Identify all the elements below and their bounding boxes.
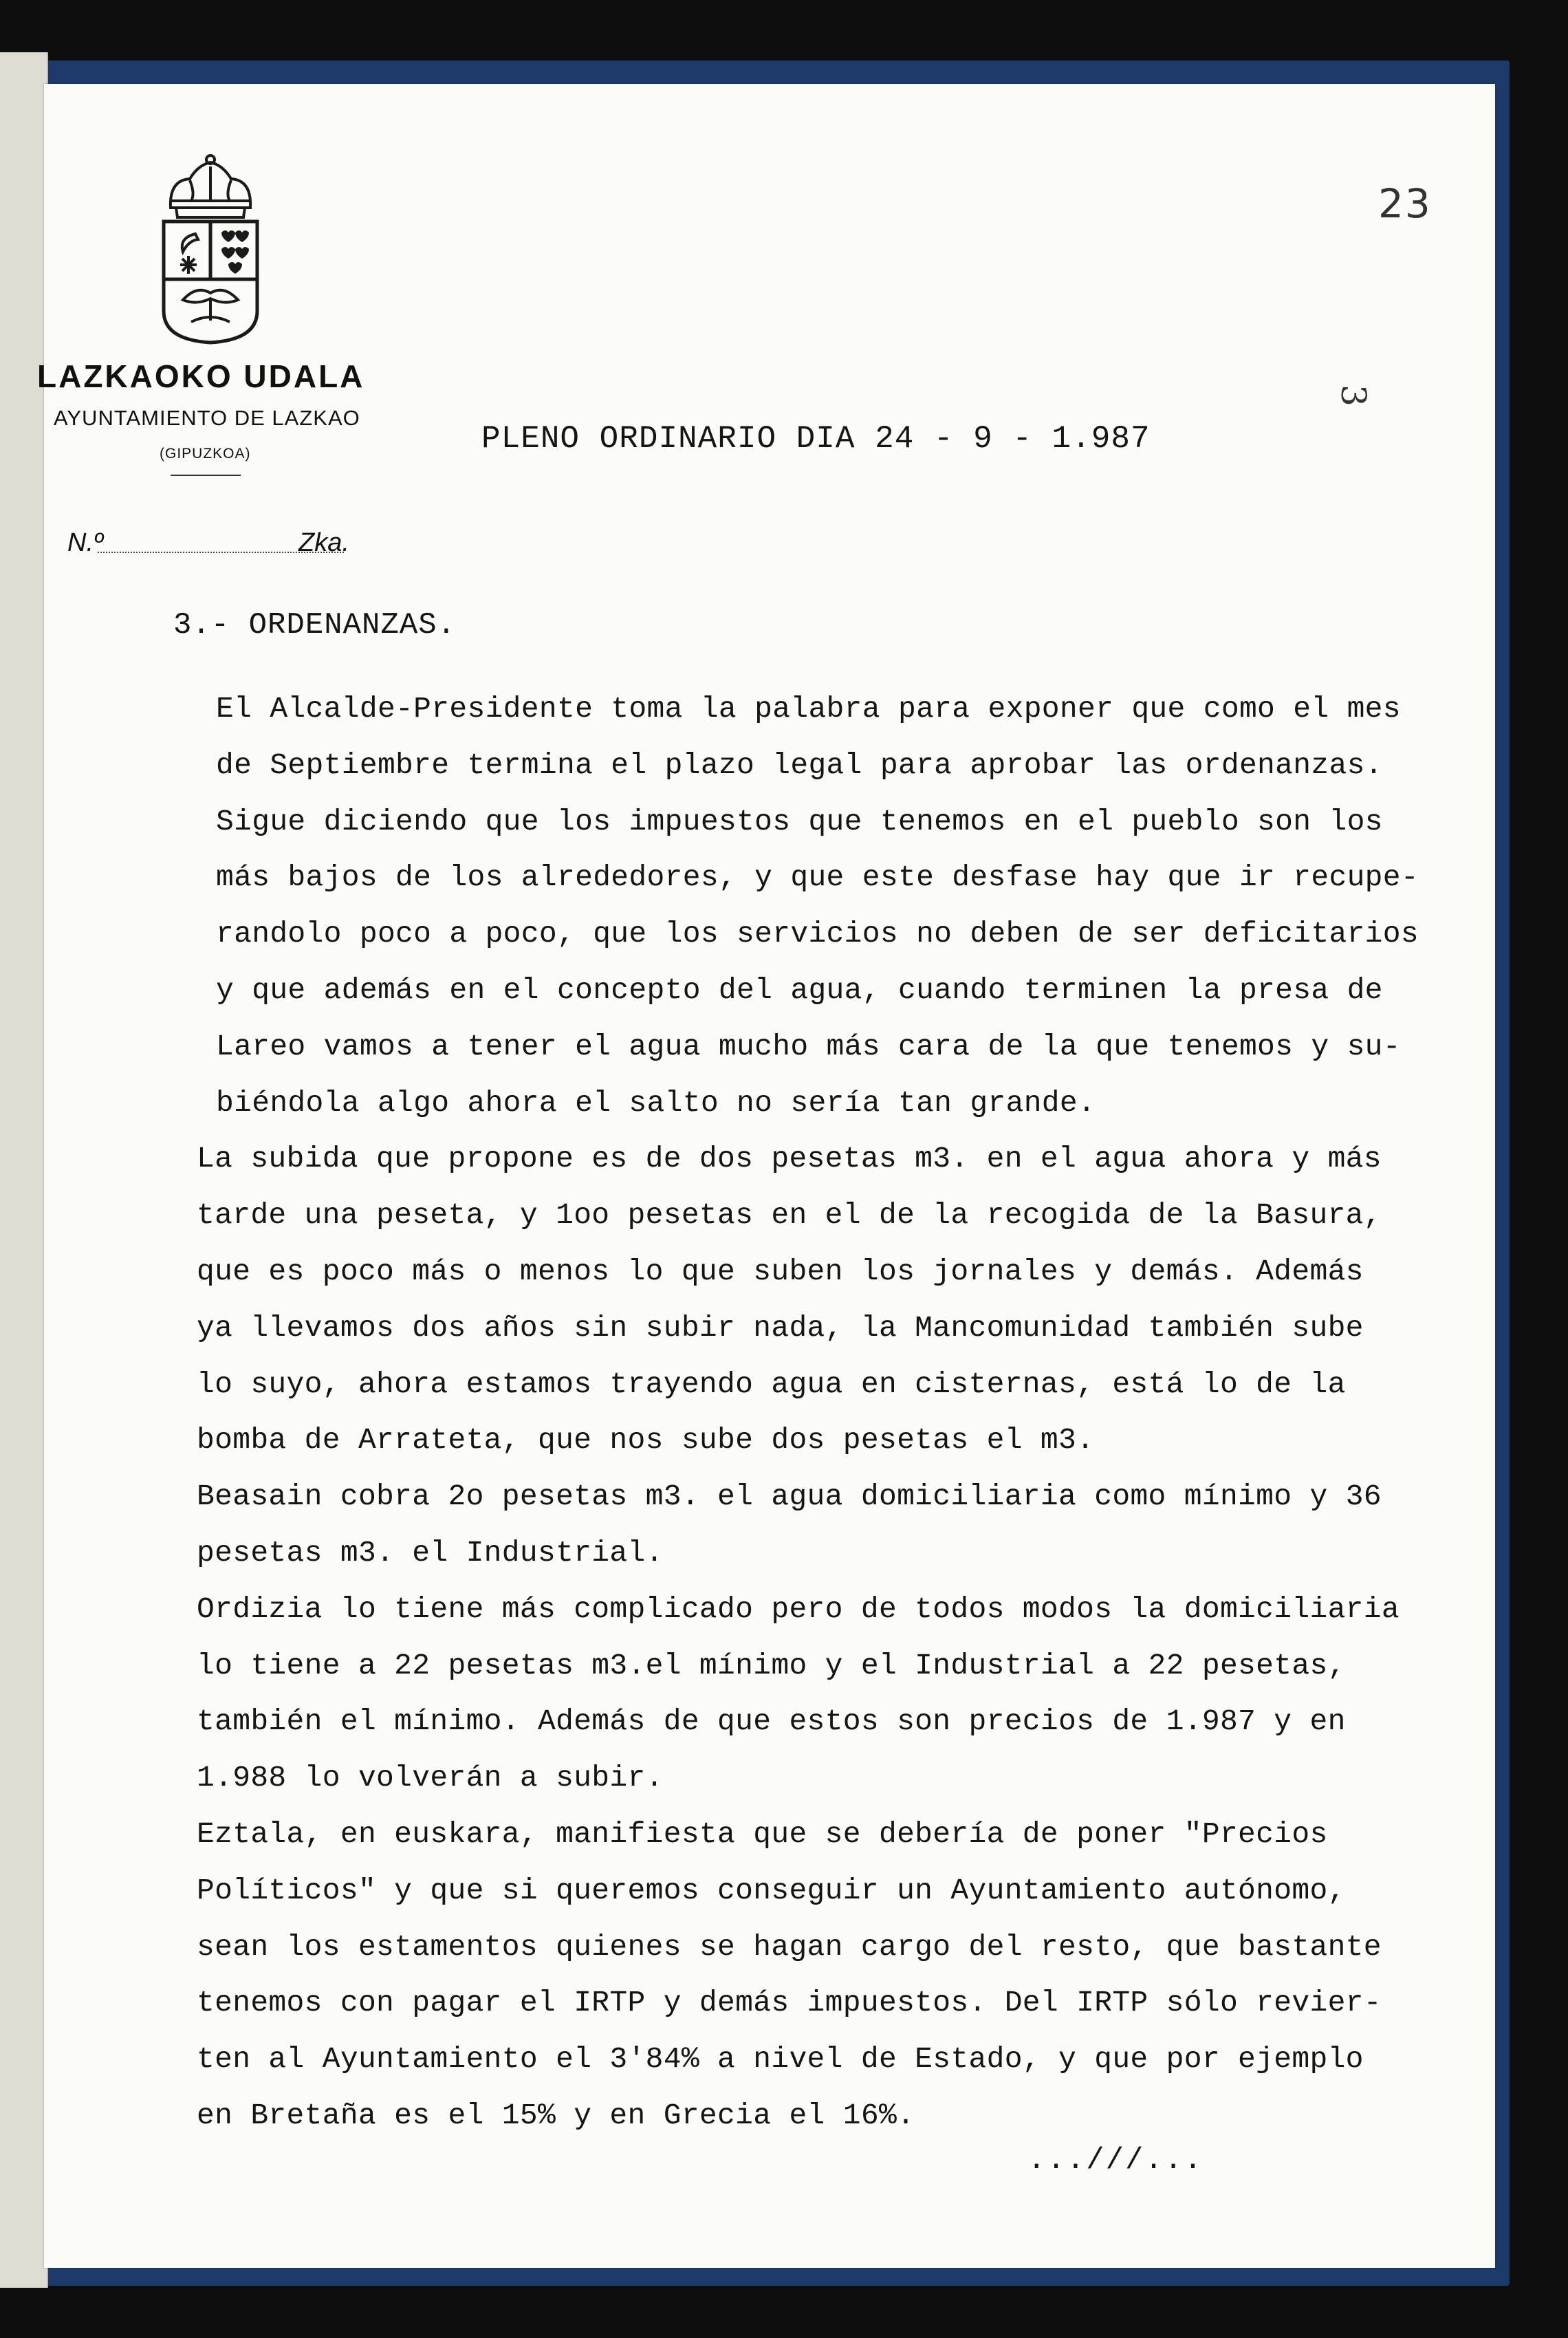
body-text — [197, 681, 1494, 2144]
number-suffix: Zka. — [298, 528, 349, 557]
number-prefix: N.º — [67, 528, 103, 557]
body-line: tenemos con pagar el IRTP y demás impuestos. Del IRTP sólo revier- — [197, 1986, 1382, 2020]
page-number: 23 — [1378, 180, 1432, 227]
body-line: pesetas m3. el Industrial. — [197, 1535, 664, 1570]
continuation-mark: ...///... — [1027, 2143, 1204, 2178]
body-line: que es poco más o menos lo que suben los jornales y demás. Además — [197, 1254, 1364, 1288]
body-line: randolo poco a poco, que los servicios no deben de ser deficitarios — [216, 917, 1419, 951]
section-heading: 3.- ORDENANZAS. — [173, 608, 457, 642]
session-header: PLENO ORDINARIO DIA 24 - 9 - 1.987 — [481, 421, 1151, 457]
body-line: lo suyo, ahora estamos trayendo agua en cisternas, está lo de la — [197, 1367, 1346, 1401]
body-line: tarde una peseta, y 1oo pesetas en el de la recogida de la Basura, — [197, 1198, 1382, 1233]
coat-of-arms-icon — [155, 153, 265, 345]
municipality-subtitle: AYUNTAMIENTO DE LAZKAO — [54, 406, 360, 430]
municipality-name: LAZKAOKO UDALA — [37, 358, 365, 394]
body-line: biéndola algo ahora el salto no sería tan grande. — [216, 1085, 1096, 1120]
registry-number-field — [67, 528, 356, 563]
body-line: de Septiembre termina el plazo legal para aprobar las ordenanzas. — [216, 748, 1383, 782]
body-line: ya llevamos dos años sin subir nada, la Mancomunidad también sube — [197, 1310, 1364, 1345]
body-line: 1.988 lo volverán a subir. — [197, 1761, 664, 1795]
body-line: más bajos de los alrededores, y que este desfase hay que ir recupe- — [216, 860, 1419, 895]
body-line: El Alcalde-Presidente toma la palabra para exponer que como el mes — [216, 692, 1401, 726]
body-line: Políticos" y que si queremos conseguir un Ayuntamiento autónomo, — [197, 1873, 1346, 1907]
body-line: Ordizia lo tiene más complicado pero de todos modos la domiciliaria — [197, 1592, 1400, 1626]
letterhead-rule — [171, 475, 241, 476]
body-line: lo tiene a 22 pesetas m3.el mínimo y el Industrial a 22 pesetas, — [197, 1648, 1346, 1682]
body-line: ten al Ayuntamiento el 3'84% a nivel de Estado, y que por ejemplo — [197, 2042, 1364, 2077]
body-line: Eztala, en euskara, manifiesta que se debería de poner "Precios — [197, 1817, 1328, 1851]
body-line: Sigue diciendo que los impuestos que tenemos en el pueblo son los — [216, 804, 1383, 838]
margin-note: 3 — [1333, 385, 1373, 407]
body-line: La subida que propone es de dos pesetas m3. en el agua ahora y más — [197, 1142, 1382, 1176]
body-line: en Bretaña es el 15% y en Grecia el 16%. — [197, 2098, 915, 2132]
body-line: también el mínimo. Además de que estos son precios de 1.987 y en — [197, 1704, 1346, 1739]
body-line: sean los estamentos quienes se hagan cargo del resto, que bastante — [197, 1929, 1382, 1964]
body-line: y que además en el concepto del agua, cuando terminen la presa de — [216, 973, 1383, 1007]
body-line: bomba de Arrateta, que nos sube dos pesetas el m3. — [197, 1423, 1095, 1458]
province-label: (GIPUZKOA) — [160, 446, 251, 462]
body-line: Beasain cobra 2o pesetas m3. el agua domiciliaria como mínimo y 36 — [197, 1480, 1382, 1514]
body-line: Lareo vamos a tener el agua mucho más cara de la que tenemos y su- — [216, 1029, 1401, 1063]
